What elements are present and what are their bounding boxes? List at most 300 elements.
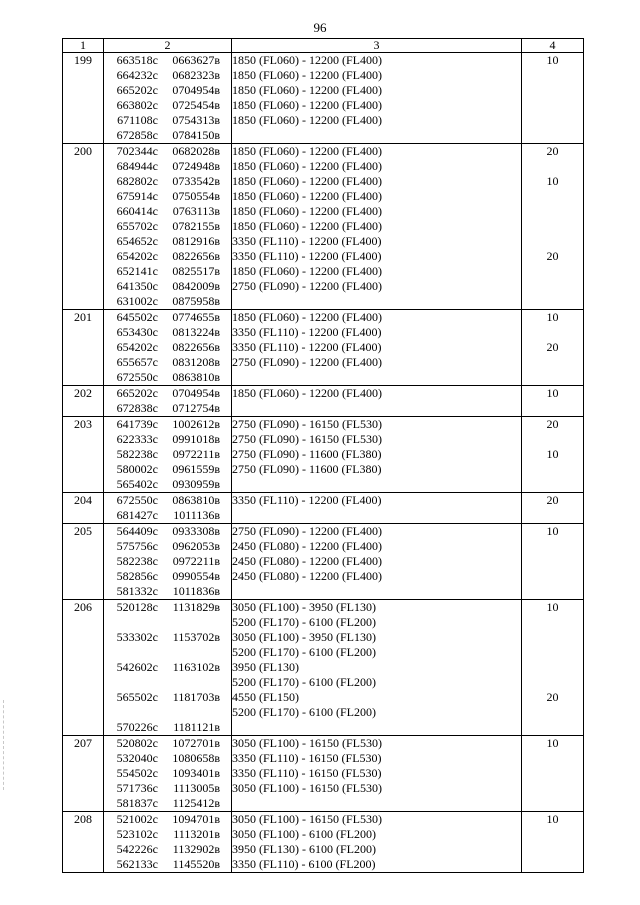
coordinate-line (104, 720, 231, 735)
longitude-value: 0822656в (172, 249, 220, 263)
altitude-line: 3050 (FL100) - 16150 (FL530) (232, 781, 382, 795)
latitude-value: 532040с (116, 751, 158, 765)
altitude-line: 2750 (FL090) - 12200 (FL400) (232, 279, 382, 293)
altitude-line: 2750 (FL090) - 12200 (FL400) (232, 524, 382, 538)
latitude-value: 641350с (116, 279, 158, 293)
altitude-cell (232, 53, 522, 144)
value-line (522, 569, 583, 584)
coordinate-line (104, 660, 231, 675)
longitude-value: 1125412в (172, 796, 220, 810)
coordinates-cell (104, 600, 232, 736)
altitude-line: 1850 (FL060) - 12200 (FL400) (232, 264, 382, 278)
altitude-line: 1850 (FL060) - 12200 (FL400) (232, 159, 382, 173)
coordinates-cell (104, 386, 232, 417)
value-line (522, 477, 583, 492)
coordinates-cell (104, 417, 232, 493)
longitude-value: 1113201в (173, 827, 220, 841)
table-body (63, 53, 584, 873)
row-number-cell (63, 144, 104, 310)
row-number-cell (63, 386, 104, 417)
latitude-value: 663802с (116, 98, 158, 112)
coordinate-line (104, 401, 231, 416)
row-number: 204 (74, 493, 92, 507)
coordinate-line (104, 569, 231, 584)
value-cell (522, 386, 584, 417)
value-line (522, 751, 583, 766)
value-cell (522, 310, 584, 386)
altitude-line: 1850 (FL060) - 12200 (FL400) (232, 310, 382, 324)
altitude-line: 2750 (FL090) - 12200 (FL400) (232, 355, 382, 369)
value-cell (522, 600, 584, 736)
latitude-value: 571736с (116, 781, 158, 795)
value-line (522, 675, 583, 690)
altitude-line (232, 796, 521, 811)
latitude-value: 565402с (116, 477, 158, 491)
coordinate-line (104, 113, 231, 128)
coordinate-line (104, 68, 231, 83)
coordinate-line (104, 493, 231, 508)
latitude-value: 582856с (116, 569, 158, 583)
altitude-line: 1850 (FL060) - 12200 (FL400) (232, 83, 382, 97)
latitude-value: 641739с (116, 417, 158, 431)
value-line (522, 842, 583, 857)
altitude-line: 1850 (FL060) - 12200 (FL400) (232, 113, 382, 127)
latitude-value: 684944с (116, 159, 158, 173)
value-line (522, 219, 583, 234)
latitude-value: 582238с (116, 554, 158, 568)
coordinates-cell (104, 736, 232, 812)
altitude-line: 2750 (FL090) - 16150 (FL530) (232, 432, 382, 446)
row-number: 206 (74, 600, 92, 614)
altitude-line: 1850 (FL060) - 12200 (FL400) (232, 219, 382, 233)
value-cell (522, 144, 584, 310)
latitude-value: 533302с (116, 630, 158, 644)
altitude-line: 3350 (FL110) - 12200 (FL400) (232, 493, 382, 507)
table-row (63, 524, 584, 600)
value-line (522, 781, 583, 796)
page-number: 96 (313, 20, 327, 35)
latitude-value: 682802с (116, 174, 158, 188)
value-line (522, 264, 583, 279)
longitude-value: 0991018в (172, 432, 220, 446)
latitude-value: 580002с (116, 462, 158, 476)
table-row (63, 600, 584, 736)
latitude-value: 654202с (116, 249, 158, 263)
latitude-value: 521002с (116, 812, 158, 826)
longitude-value: 0754313в (172, 113, 220, 127)
longitude-value: 1011136в (173, 508, 220, 522)
header-col-3: 3 (232, 39, 522, 53)
latitude-value: 575756с (116, 539, 158, 553)
altitude-line: 3350 (FL110) - 12200 (FL400) (232, 325, 382, 339)
value-line (522, 325, 583, 340)
latitude-value: 542226с (116, 842, 158, 856)
longitude-value: 0990554в (172, 569, 220, 583)
coordinate-line (104, 234, 231, 249)
row-number: 200 (74, 144, 92, 158)
latitude-value: 622333с (116, 432, 158, 446)
longitude-value: 1094701в (172, 812, 220, 826)
latitude-value: 672550с (116, 493, 158, 507)
value-cell (522, 417, 584, 493)
row-number: 207 (74, 736, 92, 750)
longitude-value: 0724948в (172, 159, 220, 173)
coordinate-line (104, 447, 231, 462)
value-line: 10 (546, 310, 559, 324)
altitude-line: 1850 (FL060) - 12200 (FL400) (232, 144, 382, 158)
altitude-line: 1850 (FL060) - 12200 (FL400) (232, 204, 382, 218)
value-line (522, 189, 583, 204)
latitude-value: 654202с (116, 340, 158, 354)
altitude-cell (232, 144, 522, 310)
longitude-value: 1011836в (172, 584, 220, 598)
value-line: 20 (546, 340, 559, 354)
altitude-line: 3050 (FL100) - 3950 (FL130) (232, 630, 376, 644)
latitude-value: 570226с (116, 720, 158, 734)
latitude-value: 671108с (117, 113, 158, 127)
value-line (522, 705, 583, 720)
latitude-value: 653430с (116, 325, 158, 339)
value-line (522, 539, 583, 554)
coordinate-line (104, 736, 231, 751)
coordinate-line (104, 705, 231, 720)
altitude-line (232, 294, 521, 309)
longitude-value: 0712754в (172, 401, 220, 415)
latitude-value: 664232с (116, 68, 158, 82)
value-line (522, 508, 583, 523)
longitude-value: 0682028в (172, 144, 220, 158)
altitude-line (232, 370, 521, 385)
table-row (63, 310, 584, 386)
latitude-value: 665202с (116, 83, 158, 97)
coordinate-line (104, 796, 231, 811)
value-cell (522, 493, 584, 524)
altitude-line: 1850 (FL060) - 12200 (FL400) (232, 174, 382, 188)
longitude-value: 0725454в (172, 98, 220, 112)
latitude-value: 520802с (116, 736, 158, 750)
coordinate-line (104, 600, 231, 615)
value-line (522, 370, 583, 385)
altitude-cell (232, 812, 522, 873)
table-row (63, 144, 584, 310)
table-row (63, 417, 584, 493)
altitude-line: 3350 (FL110) - 12200 (FL400) (232, 234, 382, 248)
altitude-line: 3350 (FL110) - 16150 (FL530) (232, 766, 382, 780)
value-line: 20 (546, 493, 559, 507)
value-line (522, 68, 583, 83)
value-line: 10 (546, 53, 559, 67)
value-line: 10 (546, 736, 559, 750)
coordinates-cell (104, 812, 232, 873)
latitude-value: 565502с (116, 690, 158, 704)
value-line: 10 (546, 812, 559, 826)
altitude-line: 2450 (FL080) - 12200 (FL400) (232, 569, 382, 583)
value-line: 10 (546, 524, 559, 538)
coordinates-cell (104, 53, 232, 144)
coordinate-line (104, 857, 231, 872)
longitude-value: 0774655в (172, 310, 220, 324)
coordinate-line (104, 417, 231, 432)
longitude-value: 1163102в (172, 660, 220, 674)
value-line (522, 645, 583, 660)
value-line: 10 (546, 174, 559, 188)
altitude-line: 3050 (FL100) - 3950 (FL130) (232, 600, 376, 614)
latitude-value: 542602с (116, 660, 158, 674)
coordinates-cell (104, 310, 232, 386)
longitude-value: 0972211в (172, 554, 220, 568)
coordinate-line (104, 219, 231, 234)
value-line (522, 98, 583, 113)
longitude-value: 0750554в (172, 189, 220, 203)
altitude-line: 3350 (FL110) - 6100 (FL200) (232, 857, 376, 871)
altitude-line: 3050 (FL100) - 16150 (FL530) (232, 812, 382, 826)
value-line: 20 (546, 249, 559, 263)
latitude-value: 645502с (116, 310, 158, 324)
altitude-cell (232, 736, 522, 812)
coordinate-line (104, 98, 231, 113)
coordinates-cell (104, 493, 232, 524)
altitude-line (232, 720, 521, 735)
value-line (522, 827, 583, 842)
longitude-value: 1072701в (172, 736, 220, 750)
latitude-value: 581332с (116, 584, 158, 598)
altitude-line: 2450 (FL080) - 12200 (FL400) (232, 554, 382, 568)
longitude-value: 0813224в (172, 325, 220, 339)
longitude-value: 1093401в (172, 766, 220, 780)
longitude-value: 1080658в (172, 751, 220, 765)
altitude-line (232, 128, 521, 143)
coordinate-line (104, 842, 231, 857)
row-number-cell (63, 736, 104, 812)
longitude-value: 1132902в (172, 842, 220, 856)
value-line (522, 615, 583, 630)
coordinate-line (104, 279, 231, 294)
coordinate-line (104, 477, 231, 492)
value-line: 10 (546, 447, 559, 461)
row-number-cell (63, 524, 104, 600)
latitude-value: 660414с (116, 204, 158, 218)
longitude-value: 0875958в (172, 294, 220, 308)
coordinate-line (104, 675, 231, 690)
latitude-value: 520128с (116, 600, 158, 614)
altitude-cell (232, 417, 522, 493)
coordinate-line (104, 370, 231, 385)
latitude-value: 655702с (116, 219, 158, 233)
longitude-value: 0812916в (172, 234, 220, 248)
table-row (63, 53, 584, 144)
latitude-value: 675914с (116, 189, 158, 203)
table-row (63, 493, 584, 524)
altitude-line: 1850 (FL060) - 12200 (FL400) (232, 98, 382, 112)
longitude-value: 0822656в (172, 340, 220, 354)
value-line (522, 720, 583, 735)
longitude-value: 0831208в (172, 355, 220, 369)
altitude-line (232, 401, 521, 416)
altitude-line: 3050 (FL100) - 16150 (FL530) (232, 736, 382, 750)
latitude-value: 665202с (116, 386, 158, 400)
value-line: 10 (546, 386, 559, 400)
row-number: 199 (74, 53, 92, 67)
coordinate-line (104, 690, 231, 705)
row-number-cell (63, 53, 104, 144)
altitude-line: 5200 (FL170) - 6100 (FL200) (232, 645, 376, 659)
latitude-value: 554502с (116, 766, 158, 780)
value-line (522, 128, 583, 143)
value-line: 20 (546, 144, 559, 158)
row-number: 202 (74, 386, 92, 400)
coordinate-line (104, 827, 231, 842)
longitude-value: 0704954в (172, 386, 220, 400)
table-row (63, 736, 584, 812)
longitude-value: 1181703в (172, 690, 220, 704)
airspace-table (62, 38, 584, 873)
longitude-value: 0930959в (172, 477, 220, 491)
header-col-1: 1 (63, 39, 104, 53)
latitude-value: 681427с (116, 508, 158, 522)
value-line (522, 857, 583, 872)
altitude-line: 1850 (FL060) - 12200 (FL400) (232, 53, 382, 67)
altitude-line: 5200 (FL170) - 6100 (FL200) (232, 615, 376, 629)
row-number-cell (63, 600, 104, 736)
latitude-value: 652141с (116, 264, 158, 278)
altitude-line: 3950 (FL130) - 6100 (FL200) (232, 842, 376, 856)
longitude-value: 1002612в (172, 417, 220, 431)
coordinate-line (104, 766, 231, 781)
altitude-line: 3950 (FL130) (232, 660, 299, 674)
value-cell (522, 53, 584, 144)
longitude-value: 0663627в (172, 53, 220, 67)
longitude-value: 0972211в (172, 447, 220, 461)
value-line (522, 630, 583, 645)
value-line (522, 401, 583, 416)
coordinate-line (104, 128, 231, 143)
coordinate-line (104, 355, 231, 370)
coordinate-line (104, 615, 231, 630)
latitude-value: 631002с (116, 294, 158, 308)
value-line (522, 660, 583, 675)
row-number-cell (63, 310, 104, 386)
longitude-value: 0782155в (172, 219, 220, 233)
coordinate-line (104, 159, 231, 174)
value-line: 10 (546, 600, 559, 614)
value-line (522, 159, 583, 174)
coordinate-line (104, 386, 231, 401)
row-number: 201 (74, 310, 92, 324)
row-number-cell (63, 812, 104, 873)
longitude-value: 0933308в (172, 524, 220, 538)
latitude-value: 564409с (116, 524, 158, 538)
latitude-value: 655657с (116, 355, 158, 369)
header-col-4: 4 (522, 39, 584, 53)
value-line (522, 204, 583, 219)
longitude-value: 0825517в (172, 264, 220, 278)
row-number-cell (63, 493, 104, 524)
coordinate-line (104, 340, 231, 355)
altitude-line: 3350 (FL110) - 12200 (FL400) (232, 340, 382, 354)
altitude-line: 3350 (FL110) - 12200 (FL400) (232, 249, 382, 263)
altitude-line: 2750 (FL090) - 11600 (FL380) (232, 462, 382, 476)
row-number: 208 (74, 812, 92, 826)
coordinate-line (104, 781, 231, 796)
coordinates-cell (104, 524, 232, 600)
longitude-value: 0763113в (172, 204, 220, 218)
value-cell (522, 524, 584, 600)
latitude-value: 672550с (116, 370, 158, 384)
latitude-value: 582238с (116, 447, 158, 461)
coordinate-line (104, 249, 231, 264)
coordinate-line (104, 524, 231, 539)
value-line (522, 554, 583, 569)
latitude-value: 654652с (116, 234, 158, 248)
longitude-value: 0682323в (172, 68, 220, 82)
coordinate-line (104, 53, 231, 68)
longitude-value: 1181121в (173, 720, 220, 734)
altitude-cell (232, 493, 522, 524)
altitude-line: 3350 (FL110) - 16150 (FL530) (232, 751, 382, 765)
coordinate-line (104, 144, 231, 159)
altitude-line: 2450 (FL080) - 12200 (FL400) (232, 539, 382, 553)
table-row (63, 812, 584, 873)
altitude-line: 2750 (FL090) - 16150 (FL530) (232, 417, 382, 431)
altitude-cell (232, 386, 522, 417)
coordinate-line (104, 310, 231, 325)
value-line (522, 584, 583, 599)
coordinate-line (104, 204, 231, 219)
value-line (522, 796, 583, 811)
coordinate-line (104, 462, 231, 477)
coordinate-line (104, 645, 231, 660)
coordinate-line (104, 83, 231, 98)
longitude-value: 1145520в (172, 857, 220, 871)
longitude-value: 0784150в (172, 128, 220, 142)
latitude-value: 672858с (116, 128, 158, 142)
coordinate-line (104, 325, 231, 340)
scan-margin-mark (3, 700, 5, 790)
row-number: 205 (74, 524, 92, 538)
altitude-line (232, 584, 521, 599)
altitude-line: 5200 (FL170) - 6100 (FL200) (232, 675, 376, 689)
longitude-value: 1131829в (172, 600, 220, 614)
altitude-line: 5200 (FL170) - 6100 (FL200) (232, 705, 376, 719)
altitude-cell (232, 600, 522, 736)
value-line (522, 355, 583, 370)
latitude-value: 672838с (116, 401, 158, 415)
header-col-2: 2 (104, 39, 232, 53)
coordinate-line (104, 751, 231, 766)
value-line (522, 83, 583, 98)
coordinate-line (104, 554, 231, 569)
altitude-line: 1850 (FL060) - 12200 (FL400) (232, 68, 382, 82)
coordinate-line (104, 189, 231, 204)
value-line (522, 462, 583, 477)
coordinate-line (104, 264, 231, 279)
coordinate-line (104, 294, 231, 309)
latitude-value: 523102с (116, 827, 158, 841)
value-line (522, 766, 583, 781)
latitude-value: 663518с (116, 53, 158, 67)
value-cell (522, 736, 584, 812)
header-row (63, 39, 584, 53)
latitude-value: 702344с (116, 144, 158, 158)
longitude-value: 0863810в (172, 370, 220, 384)
altitude-cell (232, 310, 522, 386)
table-row (63, 386, 584, 417)
longitude-value: 0962053в (172, 539, 220, 553)
coordinate-line (104, 812, 231, 827)
latitude-value: 581837с (116, 796, 158, 810)
altitude-line: 1850 (FL060) - 12200 (FL400) (232, 189, 382, 203)
altitude-line: 4550 (FL150) (232, 690, 299, 704)
